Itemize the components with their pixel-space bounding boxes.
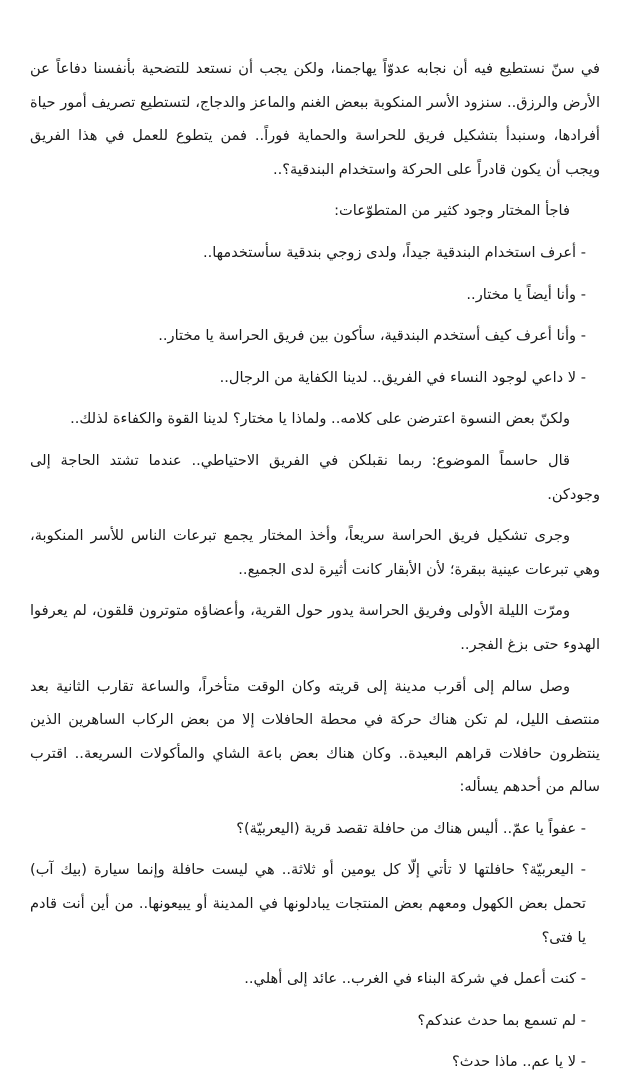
dialogue-line-6: - اليعربيّة؟ حافلتها لا تأتي إلّا كل يومين أو ثلاثة.. هي ليست حافلة وإنما سيارة (بيك آب) تحمل بعض الكهول ومعهم بعض المنتجات يبادلونها في المدينة أو يبيعونها.. من أين أنت قادم يا فتى؟ (30, 861, 586, 946)
paragraph-5: وجرى تشكيل فريق الحراسة سريعاً، وأخذ المختار يجمع تبرعات الناس للأسر المنكوبة، وهي تبرعات عينية ببقرة؛ لأن الأبقار كانت أثيرة لدى الجميع.. (30, 527, 600, 578)
dialogue-line-8: - لم تسمع بما حدث عندكم؟ (417, 1011, 586, 1029)
dialogue-line-2: - وأنا أيضاً يا مختار.. (466, 285, 586, 303)
paragraph-7: وصل سالم إلى أقرب مدينة إلى قريته وكان الوقت متأخراً، والساعة تقارب الثانية بعد منتصف الليل، لم تكن هناك حركة في محطة الحافلات إلا من بعض الركاب الساهرين الذين ينتظرون حافلات قراهم البعيدة.. وكان هناك بعض باعة الشاي والمأكولات السريعة.. اقترب سالم من أحدهم يسأله: (30, 677, 600, 796)
dialogue-line-5: - عفواً يا عمّ.. أليس هناك من حافلة تقصد قرية (اليعربيّة)؟ (236, 819, 586, 837)
dialogue-line-7: - كنت أعمل في شركة البناء في الغرب.. عائد إلى أهلي.. (244, 970, 586, 988)
dialogue-line-1: - أعرف استخدام البندقية جيداً، ولدى زوجي بندقية سأستخدمها.. (202, 243, 586, 261)
paragraph-3: ولكنّ بعض النسوة اعترضن على كلامه.. ولماذا يا مختار؟ لدينا القوة والكفاءة لذلك.. (70, 410, 570, 428)
paragraph-2: فاجأ المختار وجود كثير من المتطوّعات: (334, 202, 570, 220)
dialogue-line-4: - لا داعي لوجود النساء في الفريق.. لدينا الكفاية من الرجال.. (219, 368, 586, 386)
dialogue-line-3: - وأنا أعرف كيف أستخدم البندقية، سأكون بين فريق الحراسة يا مختار.. (158, 327, 586, 345)
paragraph-6: ومرّت الليلة الأولى وفريق الحراسة يدور حول القرية، وأعضاؤه متوترون قلقون، لم يعرفوا الهدوء حتى بزغ الفجر.. (30, 602, 600, 653)
dialogue-line-9: - لا يا عم.. ماذا حدث؟ (452, 1053, 586, 1071)
paragraph-4: قال حاسماً الموضوع: ربما نقبلكن في الفريق الاحتياطي.. عندما تشتد الحاجة إلى وجودكن. (30, 451, 600, 503)
paragraph-1: في سنّ نستطيع فيه أن نجابه عدوّاً يهاجمنا، ولكن يجب أن نستعد للتضحية بأنفسنا دفاعاً عن الأرض والرزق.. سنزود الأسر المنكوبة ببعض الغنم والماعز والدجاج، لتستطيع تصريف أمور حياة أفرادها، وسنبدأ بتشكيل فريق للحراسة والحماية فوراً.. فمن يتطوع للعمل في هذا الفريق ويجب أن يكون قادراً على الحركة واستخدام البندقية؟.. (30, 60, 600, 178)
